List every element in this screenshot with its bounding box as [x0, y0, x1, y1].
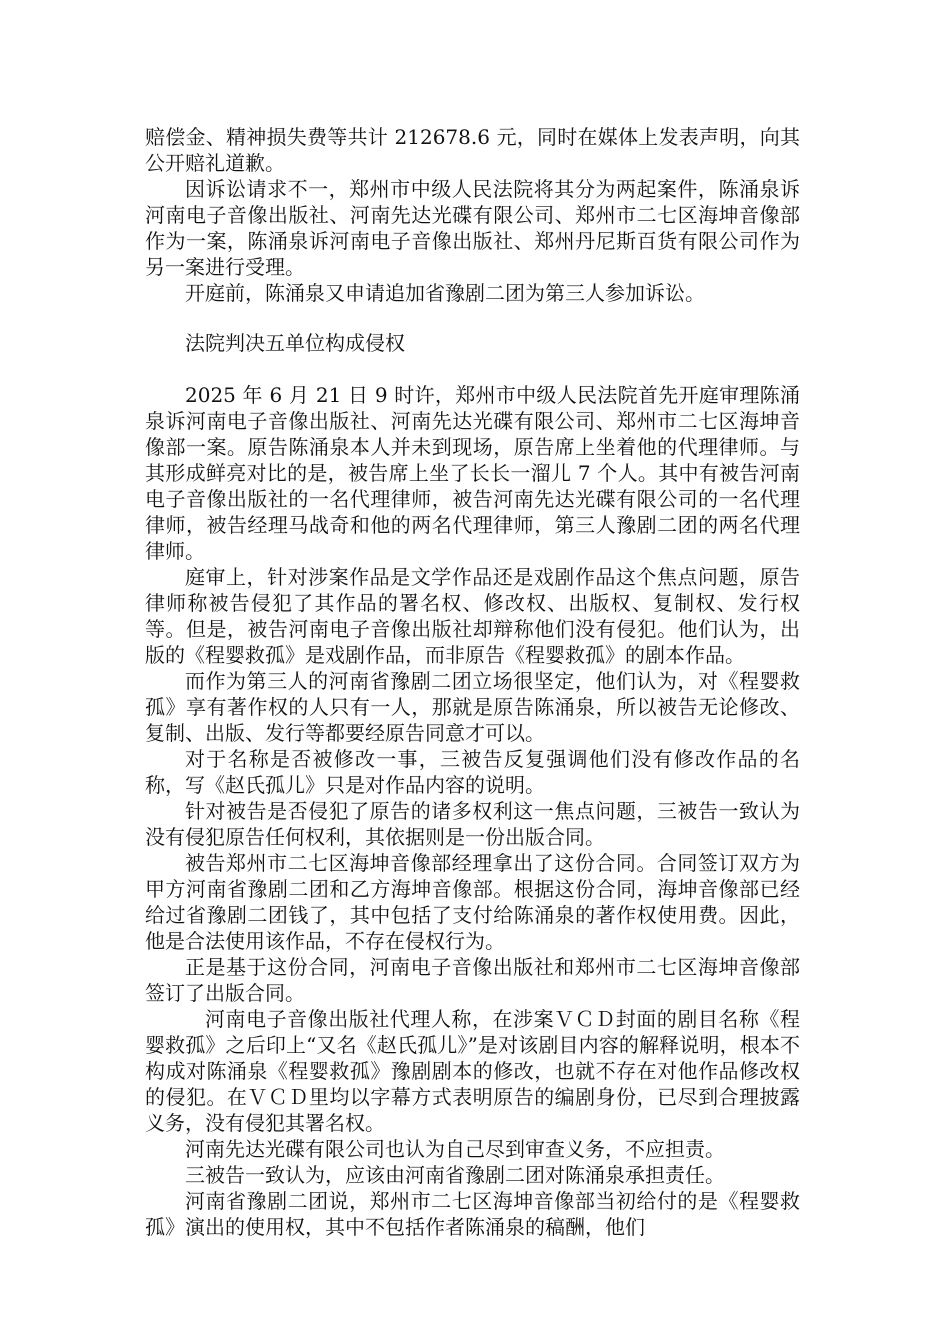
paragraph-7: 对于名称是否被修改一事，三被告反复强调他们没有修改作品的名称，写《赵氏孤儿》只是对作品内容的说明。	[145, 747, 800, 797]
paragraph-5: 庭审上，针对涉案作品是文学作品还是戏剧作品这个焦点问题，原告律师称被告侵犯了其作品的署名权、修改权、出版权、复制权、发行权等。但是，被告河南电子音像出版社却辩称他们没有侵犯。他们认为，出版的《程婴救孤》是戏剧作品，而非原告《程婴救孤》的剧本作品。	[145, 565, 800, 667]
paragraph-14: 河南省豫剧二团说，郑州市二七区海坤音像部当初给付的是《程婴救孤》演出的使用权，其中不包括作者陈涌泉的稿酬，他们	[145, 1189, 800, 1239]
paragraph-6: 而作为第三人的河南省豫剧二团立场很坚定，他们认为，对《程婴救孤》享有著作权的人只有一人，那就是原告陈涌泉，所以被告无论修改、复制、出版、发行等都要经原告同意才可以。	[145, 669, 800, 745]
paragraph-10: 正是基于这份合同，河南电子音像出版社和郑州市二七区海坤音像部签订了出版合同。	[145, 955, 800, 1005]
section-heading: 法院判决五单位构成侵权	[185, 331, 405, 355]
paragraph-2: 因诉讼请求不一，郑州市中级人民法院将其分为两起案件，陈涌泉诉河南电子音像出版社、河南先达光碟有限公司、郑州市二七区海坤音像部作为一案，陈涌泉诉河南电子音像出版社、郑州丹尼斯百货有限公司作为另一案进行受理。	[145, 177, 800, 279]
paragraph-9: 被告郑州市二七区海坤音像部经理拿出了这份合同。合同签订双方为甲方河南省豫剧二团和乙方海坤音像部。根据这份合同，海坤音像部已经给过省豫剧二团钱了，其中包括了支付给陈涌泉的著作权使用费。因此，他是合法使用该作品，不存在侵权行为。	[145, 851, 800, 953]
paragraph-13: 三被告一致认为，应该由河南省豫剧二团对陈涌泉承担责任。	[185, 1163, 725, 1187]
paragraph-1: 赔偿金、精神损失费等共计 212678.6 元，同时在媒体上发表声明，向其公开赔礼道歉。	[145, 125, 800, 175]
paragraph-3: 开庭前，陈涌泉又申请追加省豫剧二团为第三人参加诉讼。	[185, 281, 705, 305]
paragraph-8: 针对被告是否侵犯了原告的诸多权利这一焦点问题，三被告一致认为没有侵犯原告任何权利，其依据则是一份出版合同。	[145, 799, 800, 849]
document-body	[145, 124, 800, 1240]
paragraph-11: 河南电子音像出版社代理人称，在涉案ＶＣＤ封面的剧目名称《程婴救孤》之后印上“又名《赵氏孤儿》”是对该剧目内容的解释说明，根本不构成对陈涌泉《程婴救孤》豫剧剧本的修改，也就不存在对他作品修改权的侵犯。在ＶＣＤ里均以字幕方式表明原告的编剧身份，已尽到合理披露义务，没有侵犯其署名权。	[145, 1007, 800, 1135]
paragraph-4: 2025 年 6 月 21 日 9 时许，郑州市中级人民法院首先开庭审理陈涌泉诉河南电子音像出版社、河南先达光碟有限公司、郑州市二七区海坤音像部一案。原告陈涌泉本人并未到现场，原告席上坐着他的代理律师。与其形成鲜亮对比的是，被告席上坐了长长一溜儿 7 个人。其中有被告河南电子音像出版社的一名代理律师，被告河南先达光碟有限公司的一名代理律师，被告经理马战奇和他的两名代理律师，第三人豫剧二团的两名代理律师。	[145, 383, 800, 563]
paragraph-12: 河南先达光碟有限公司也认为自己尽到审查义务，不应担责。	[185, 1137, 725, 1161]
